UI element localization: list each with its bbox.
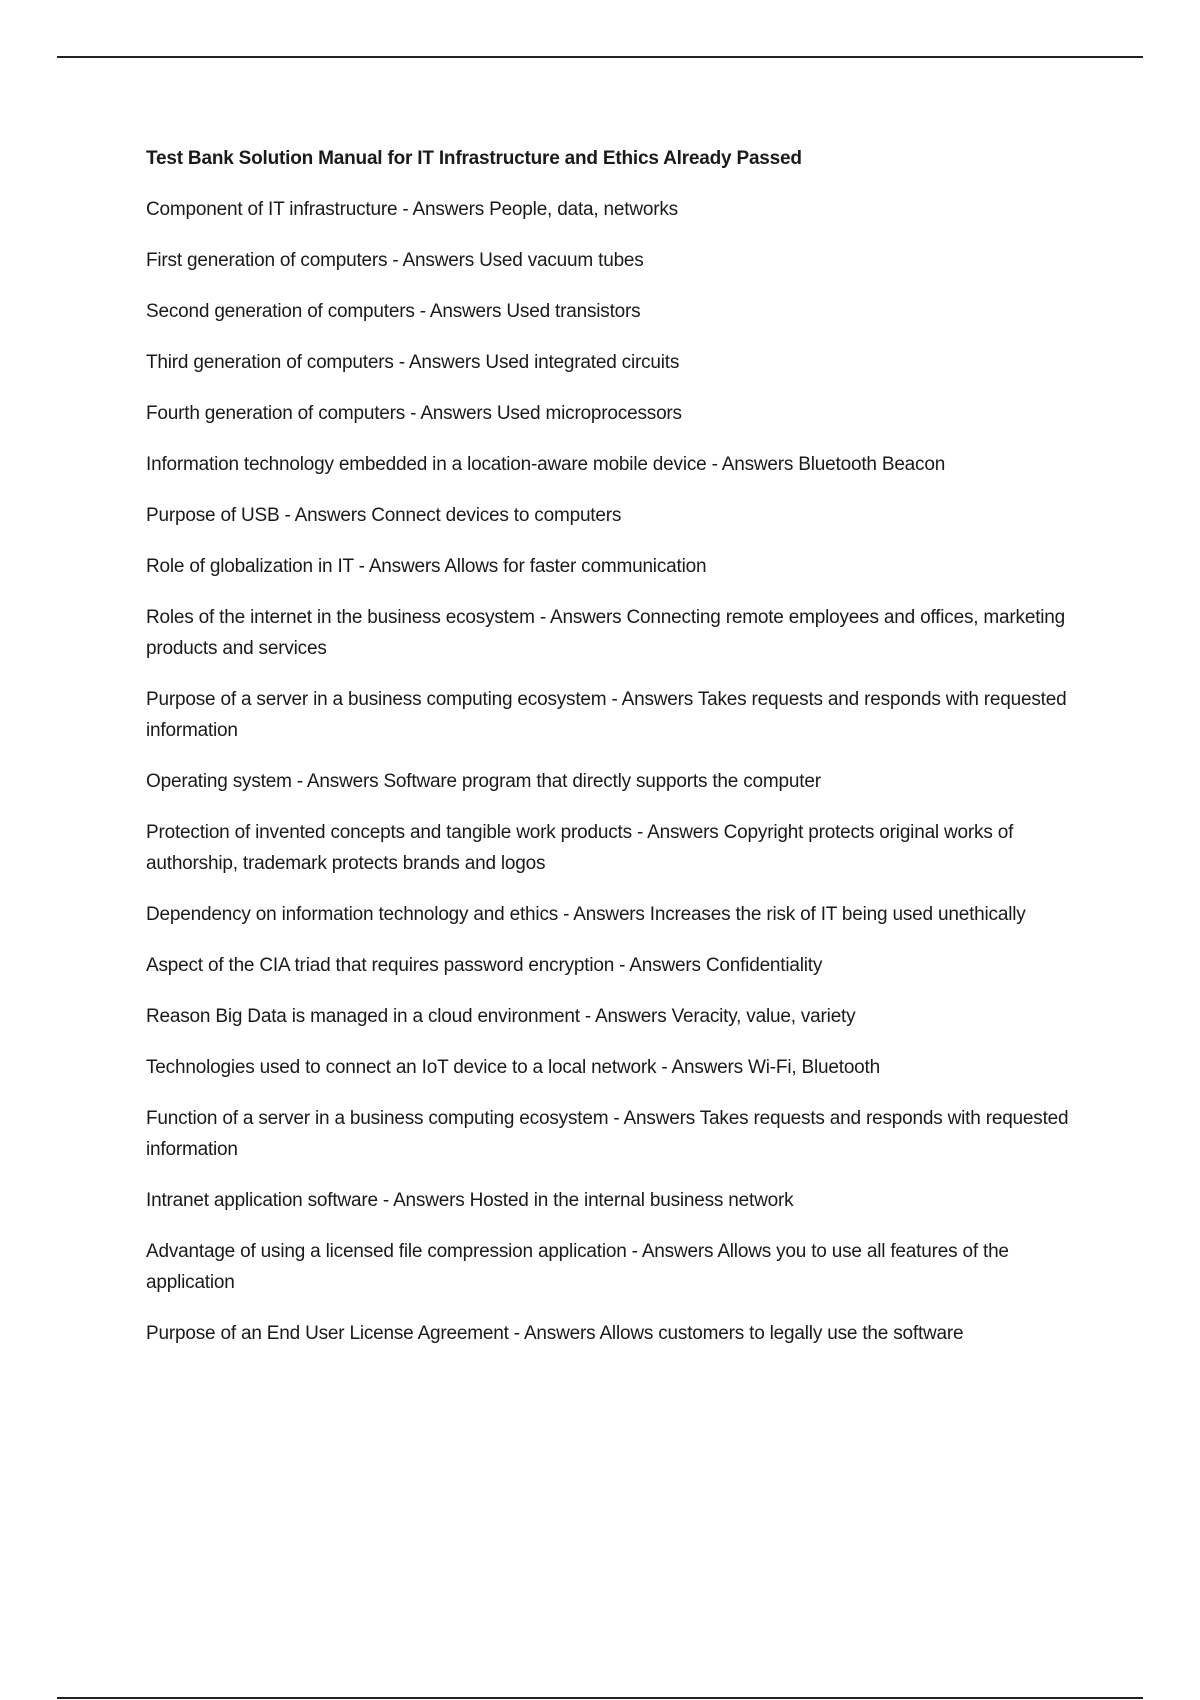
qa-item: Purpose of an End User License Agreement - Answers Allows customers to legally use the software bbox=[146, 1323, 964, 1344]
qa-item: Third generation of computers - Answers Used integrated circuits bbox=[146, 352, 680, 373]
qa-item: Component of IT infrastructure - Answers People, data, networks bbox=[146, 199, 678, 220]
qa-item: Purpose of a server in a business computing ecosystem - Answers Takes requests and responds with requested information bbox=[146, 689, 1067, 741]
qa-item: Role of globalization in IT - Answers Allows for faster communication bbox=[146, 556, 707, 577]
qa-item: Advantage of using a licensed file compression application - Answers Allows you to use all features of the application bbox=[146, 1241, 1009, 1293]
qa-item: Reason Big Data is managed in a cloud environment - Answers Veracity, value, variety bbox=[146, 1006, 856, 1027]
qa-item: Technologies used to connect an IoT device to a local network - Answers Wi-Fi, Bluetooth bbox=[146, 1057, 880, 1078]
qa-item: Purpose of USB - Answers Connect devices to computers bbox=[146, 505, 622, 526]
qa-list bbox=[146, 194, 1086, 1349]
qa-item: Intranet application software - Answers Hosted in the internal business network bbox=[146, 1190, 794, 1211]
qa-item: First generation of computers - Answers Used vacuum tubes bbox=[146, 250, 644, 271]
document-body bbox=[146, 144, 1086, 1369]
bottom-divider bbox=[57, 1697, 1143, 1699]
qa-item: Information technology embedded in a location-aware mobile device - Answers Bluetooth Beacon bbox=[146, 454, 946, 475]
document-title: Test Bank Solution Manual for IT Infrastructure and Ethics Already Passed bbox=[146, 148, 802, 169]
qa-item: Fourth generation of computers - Answers Used microprocessors bbox=[146, 403, 682, 424]
qa-item: Aspect of the CIA triad that requires password encryption - Answers Confidentiality bbox=[146, 955, 823, 976]
qa-item: Roles of the internet in the business ecosystem - Answers Connecting remote employees and offices, marketing products and services bbox=[146, 607, 1066, 659]
qa-item: Protection of invented concepts and tangible work products - Answers Copyright protects original works of authorship, trademark protects brands and logos bbox=[146, 822, 1014, 874]
qa-item: Second generation of computers - Answers Used transistors bbox=[146, 301, 641, 322]
qa-item: Function of a server in a business computing ecosystem - Answers Takes requests and responds with requested information bbox=[146, 1108, 1069, 1160]
top-divider bbox=[57, 56, 1143, 58]
qa-item: Operating system - Answers Software program that directly supports the computer bbox=[146, 771, 821, 792]
qa-item: Dependency on information technology and ethics - Answers Increases the risk of IT being used unethically bbox=[146, 904, 1026, 925]
